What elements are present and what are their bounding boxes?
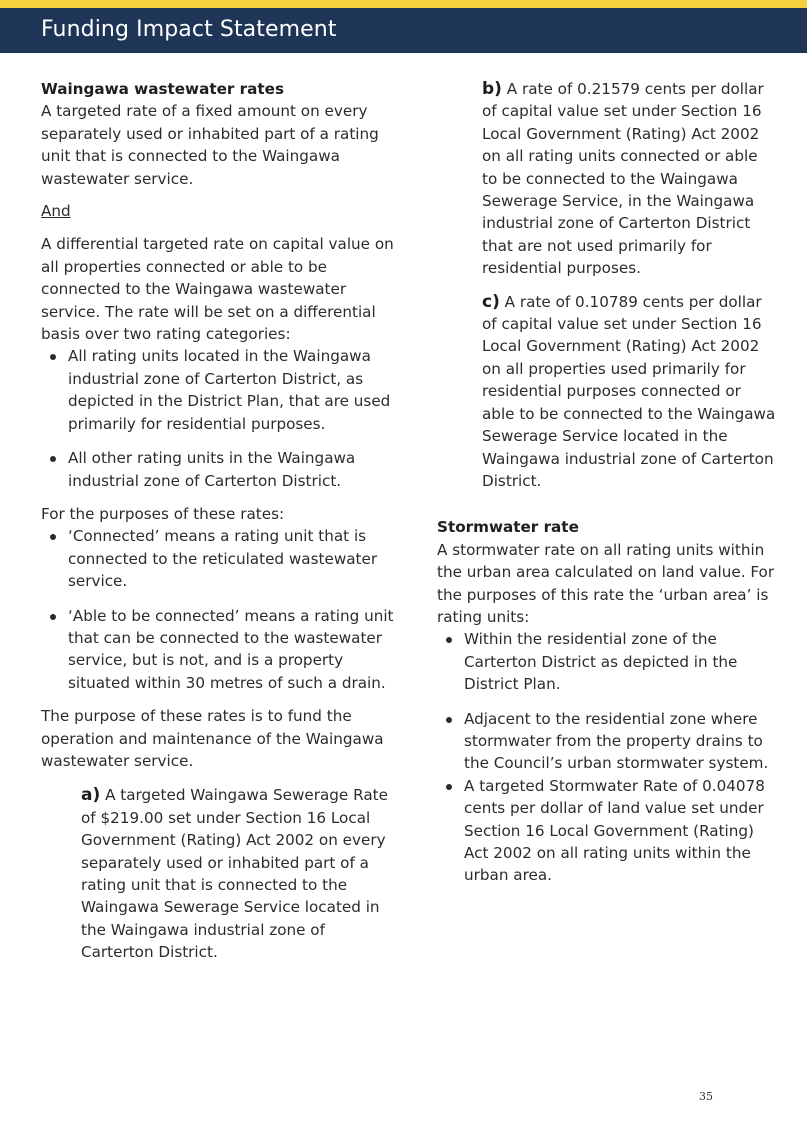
item-b-paragraph — [482, 78, 777, 280]
item-c-text: A rate of 0.10789 cents per dollar of capital value set under Section 16 Local Government (Rating) Act 2002 on all properties used primarily for residential purposes connected or able to be connected to the Waingawa Sewerage Service located in the Waingawa industrial zone of Carterton District. — [482, 292, 776, 490]
accent-bar — [0, 0, 807, 8]
differential-paragraph: A differential targeted rate on capital value on all properties connected or able to be connected to the Waingawa wastewater service. The rate will be set on a differential basis over two rating categories: — [41, 235, 394, 344]
waingawa-wastewater-heading: Waingawa wastewater rates — [41, 80, 284, 98]
list-item: ‘Connected’ means a rating unit that is connected to the reticulated wastewater service. — [41, 525, 401, 592]
item-b-text: A rate of 0.21579 cents per dollar of capital value set under Section 16 Local Government (Rating) Act 2002 on all rating units connected or able to be connected to the Waingawa Sewerage Service, in the Waingawa industrial zone of Carterton District that are not used primarily for residential purposes. — [482, 80, 764, 278]
stormwater-rate-list — [437, 775, 777, 887]
item-c-paragraph — [482, 291, 777, 493]
definitions-list — [41, 525, 401, 694]
waingawa-intro-paragraph: A targeted rate of a fixed amount on every separately used or inhabited part of a rating unit that is connected to the Waingawa wastewater service. — [41, 102, 379, 188]
item-a-paragraph — [81, 784, 401, 963]
page-number: 35 — [699, 1090, 713, 1103]
stormwater-heading: Stormwater rate — [437, 518, 579, 537]
item-a-label: a) — [81, 785, 101, 806]
purposes-intro: For the purposes of these rates: — [41, 504, 285, 523]
urban-area-list — [437, 628, 777, 774]
list-item: Within the residential zone of the Carterton District as depicted in the District Plan. — [437, 628, 777, 695]
item-b-label: b) — [482, 79, 502, 99]
rating-categories-list — [41, 345, 401, 491]
list-item: All rating units located in the Waingawa industrial zone of Carterton District, as depicted in the District Plan, that are used primarily for residential purposes. — [41, 345, 401, 435]
list-item: ‘Able to be connected’ means a rating unit that can be connected to the wastewater service, but is not, and is a property situated within 30 metres of such a drain. — [41, 605, 401, 695]
list-item: All other rating units in the Waingawa industrial zone of Carterton District. — [41, 447, 401, 492]
page-header — [0, 8, 807, 53]
item-c-label: c) — [482, 291, 500, 312]
right-column — [437, 78, 777, 887]
stormwater-intro: A stormwater rate on all rating units within the urban area calculated on land value. For the purposes of this rate the ‘urban area’ is rating units: — [437, 540, 775, 626]
page-title: Funding Impact Statement — [41, 17, 337, 42]
left-column — [41, 78, 401, 964]
list-item: Adjacent to the residential zone where stormwater from the property drains to the Council’s urban stormwater system. — [437, 708, 777, 775]
list-item: A targeted Stormwater Rate of 0.04078 cents per dollar of land value set under Section 16 Local Government (Rating) Act 2002 on all rating units within the urban area. — [437, 775, 777, 887]
purpose-paragraph: The purpose of these rates is to fund the operation and maintenance of the Waingawa wastewater service. — [41, 707, 384, 770]
item-a-text: A targeted Waingawa Sewerage Rate of $219.00 set under Section 16 Local Government (Rating) Act 2002 on every separately used or inhabited part of a rating unit that is connected to the Waingawa Sewerage Service located in the Waingawa industrial zone of Carterton District. — [81, 786, 388, 962]
and-label: And — [41, 202, 71, 221]
